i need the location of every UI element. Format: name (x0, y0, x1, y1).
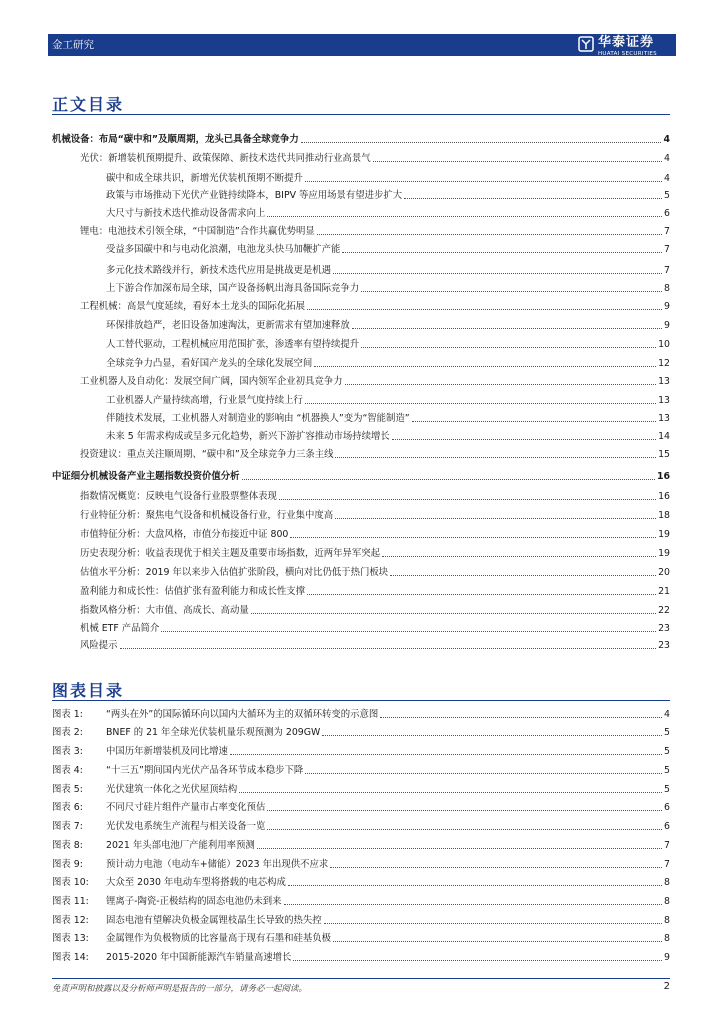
toc-entry-page: 7 (664, 244, 670, 255)
figure-entry[interactable] (52, 930, 670, 945)
toc-entry-page: 23 (658, 640, 670, 651)
toc-entry-title: 投资建议：重点关注顺周期、“碳中和”及全球竞争力三条主线 (80, 449, 334, 460)
toc-entry-page: 9 (664, 320, 670, 331)
figure-entry-label: 图表 13: (52, 933, 89, 944)
toc-entry-page: 22 (658, 605, 670, 616)
figure-leader-dots (330, 867, 662, 868)
figure-entry-page: 7 (664, 840, 670, 851)
toc-entry[interactable] (52, 468, 670, 483)
toc-entry-title: 盈利能力和成长性：估值扩张有盈利能力和成长性支撑 (80, 586, 306, 597)
logo-text-cn: 华泰证券 (598, 35, 655, 50)
toc-leader-dots (251, 613, 656, 614)
toc-leader-dots (390, 575, 656, 576)
toc-entry[interactable] (80, 637, 670, 652)
toc-entry-page: 4 (663, 134, 670, 145)
toc-entry[interactable] (80, 583, 670, 598)
figure-entry-title: BNEF 的 21 年全球光伏装机量乐观预测为 209GW (106, 727, 321, 738)
figure-entry-title: 2015-2020 年中国新能源汽车销量高速增长 (106, 952, 292, 963)
toc-entry-title: 上下游合作加深布局全球，国产设备扬帆出海具备国际竞争力 (106, 283, 360, 294)
huatai-logo-icon (578, 36, 594, 52)
toc-entry-page: 16 (656, 471, 670, 482)
toc-entry[interactable] (106, 262, 670, 277)
toc-entry[interactable] (106, 392, 670, 407)
toc-entry-page: 8 (664, 283, 670, 294)
toc-entry[interactable] (106, 170, 670, 185)
toc-entry-title: 碳中和成全球共识，新增光伏装机预期不断提升 (106, 173, 303, 184)
toc-entry-title: 光伏：新增装机预期提升、政策保障、新技术迭代共同推动行业高景气 (80, 153, 371, 164)
toc-entry-title: 大尺寸与新技术迭代推动设备需求向上 (106, 208, 266, 219)
toc-entry-title: 多元化技术路线并行，新技术迭代应用是挑战更是机遇 (106, 265, 332, 276)
toc-leader-dots (120, 648, 657, 649)
toc-leader-dots (361, 291, 662, 292)
figure-entry-page: 8 (664, 933, 670, 944)
toc-entry[interactable] (80, 526, 670, 541)
toc-leader-dots (352, 328, 662, 329)
toc-entry[interactable] (80, 150, 670, 165)
page-number: 2 (663, 981, 670, 992)
toc-entry-page: 4 (664, 153, 670, 164)
toc-entry-title: 全球竞争力凸显，看好国产龙头的全球化发展空间 (106, 358, 313, 369)
toc-entry-title: 机械设备：布局“碳中和”及顺周期，龙头已具备全球竞争力 (52, 134, 299, 145)
header-label: 金工研究 (52, 39, 94, 51)
figure-entry-title: 固态电池有望解决负极金属锂枝晶生长导致的热失控 (106, 915, 322, 926)
toc-entry-title: 历史表现分析：收益表现优于相关主题及重要市场指数，近两年异军突起 (80, 548, 381, 559)
toc-entry[interactable] (80, 564, 670, 579)
toc-leader-dots (412, 421, 656, 422)
toc-entry-page: 16 (658, 491, 670, 502)
toc-entry[interactable] (106, 355, 670, 370)
toc-entry-page: 5 (664, 190, 670, 201)
figure-leader-dots (230, 754, 662, 755)
figure-entry[interactable] (52, 874, 670, 889)
figure-entry-page: 5 (664, 784, 670, 795)
toc-entry-page: 7 (664, 226, 670, 237)
figure-leader-dots (305, 773, 662, 774)
toc-entry-page: 21 (658, 586, 670, 597)
toc-leader-dots (361, 347, 656, 348)
footer-disclaimer: 免责声明和披露以及分析师声明是报告的一部分，请务必一起阅读。 (52, 984, 308, 994)
figure-entry-page: 5 (664, 746, 670, 757)
figures-title-rule (52, 700, 670, 701)
figure-entry-page: 8 (664, 915, 670, 926)
toc-leader-dots (373, 161, 662, 162)
toc-leader-dots (242, 479, 655, 480)
toc-entry[interactable] (106, 317, 670, 332)
toc-leader-dots (333, 273, 662, 274)
toc-leader-dots (314, 366, 656, 367)
figure-entry[interactable] (52, 949, 670, 964)
toc-entry[interactable] (106, 187, 670, 202)
toc-entry-page: 13 (658, 395, 670, 406)
toc-entry[interactable] (106, 205, 670, 220)
toc-entry-title: 未来 5 年需求构成或呈多元化趋势，新兴下游扩容推动市场持续增长 (106, 431, 390, 442)
page-header (0, 0, 724, 62)
toc-entry-title: 工业机器人及自动化：发展空间广阔，国内领军企业初具竞争力 (80, 376, 343, 387)
toc-leader-dots (335, 457, 656, 458)
figure-entry-page: 8 (664, 896, 670, 907)
toc-entry-title: 中证细分机械设备产业主题指数投资价值分析 (52, 471, 240, 482)
toc-entry[interactable] (106, 410, 670, 425)
toc-entry-page: 10 (658, 339, 670, 350)
toc-entry-page: 14 (658, 431, 670, 442)
figure-entry[interactable] (52, 799, 670, 814)
figure-leader-dots (267, 810, 662, 811)
figure-entry-label: 图表 2: (52, 727, 83, 738)
toc-leader-dots (267, 216, 662, 217)
figure-entry[interactable] (52, 781, 670, 796)
toc-entry-title: 风险提示 (80, 640, 118, 651)
toc-entry-title: 市值特征分析：大盘风格，市值分布接近中证 800 (80, 529, 289, 540)
toc-entry-page: 9 (664, 301, 670, 312)
toc-entry-page: 15 (658, 449, 670, 460)
toc-entry-page: 18 (658, 510, 670, 521)
figure-entry-title: 中国历年新增装机及同比增速 (106, 746, 228, 757)
figure-entry-title: 光伏发电系统生产流程与相关设备一览 (106, 821, 266, 832)
toc-entry-page: 20 (658, 567, 670, 578)
footer-rule (52, 978, 670, 979)
figure-leader-dots (257, 848, 662, 849)
toc-entry[interactable] (80, 602, 670, 617)
toc-entry-page: 19 (658, 529, 670, 540)
figure-leader-dots (267, 829, 662, 830)
toc-entry[interactable] (52, 131, 670, 146)
figure-entry-label: 图表 8: (52, 840, 83, 851)
figure-entry[interactable] (52, 912, 670, 927)
toc-entry[interactable] (80, 298, 670, 313)
figure-entry-label: 图表 12: (52, 915, 89, 926)
toc-leader-dots (345, 384, 657, 385)
figure-entry-label: 图表 5: (52, 784, 83, 795)
figure-entry-page: 6 (664, 821, 670, 832)
figure-entry[interactable] (52, 724, 670, 739)
figure-entry-title: 金属锂作为负极物质的比容量高于现有石墨和硅基负极 (106, 933, 332, 944)
figure-leader-dots (324, 923, 662, 924)
figure-entry-label: 图表 6: (52, 802, 83, 813)
figure-leader-dots (322, 735, 662, 736)
toc-entry[interactable] (106, 280, 670, 295)
figure-entry-title: 锂离子-陶瓷-正极结构的固态电池仍未到来 (106, 896, 282, 907)
figure-entry-title: 大众至 2030 年电动车型将搭载的电芯构成 (106, 877, 286, 888)
figure-entry[interactable] (52, 743, 670, 758)
figure-entry-label: 图表 3: (52, 746, 83, 757)
figure-entry[interactable] (52, 762, 670, 777)
toc-leader-dots (305, 181, 662, 182)
figure-entry-page: 5 (664, 727, 670, 738)
figure-entry-label: 图表 1: (52, 709, 83, 720)
figure-entry-title: “两头在外”的国际循环向以国内大循环为主的双循环转变的示意图 (106, 709, 379, 720)
figure-leader-dots (333, 941, 662, 942)
toc-leader-dots (307, 309, 662, 310)
huatai-logo (576, 34, 676, 60)
figure-entry-title: 预计动力电池（电动车+储能）2023 年出现供不应求 (106, 859, 329, 870)
toc-leader-dots (392, 439, 656, 440)
toc-entry-title: 政策与市场推动下光伏产业链持续降本，BIPV 等应用场景有望进步扩大 (106, 190, 403, 201)
figure-entry[interactable] (52, 856, 670, 871)
toc-entry[interactable] (106, 336, 670, 351)
figure-entry-page: 8 (664, 877, 670, 888)
toc-entry[interactable] (80, 620, 670, 635)
toc-entry[interactable] (80, 507, 670, 522)
toc-entry[interactable] (106, 241, 670, 256)
toc-entry-page: 12 (658, 358, 670, 369)
toc-leader-dots (382, 556, 656, 557)
figure-entry[interactable] (52, 818, 670, 833)
toc-entry-title: 工业机器人产量持续高增，行业景气度持续上行 (106, 395, 303, 406)
toc-entry-title: 人工替代驱动，工程机械应用范围扩张，渗透率有望持续提升 (106, 339, 360, 350)
toc-entry[interactable] (106, 428, 670, 443)
figure-entry-title: 不同尺寸硅片组件产量市占率变化预估 (106, 802, 266, 813)
toc-leader-dots (279, 499, 656, 500)
figure-entry[interactable] (52, 837, 670, 852)
figure-entry-label: 图表 4: (52, 765, 83, 776)
toc-entry[interactable] (80, 373, 670, 388)
toc-leader-dots (305, 403, 656, 404)
toc-entry[interactable] (80, 223, 670, 238)
figure-entry-page: 6 (664, 802, 670, 813)
toc-entry-title: 行业特征分析：聚焦电气设备和机械设备行业，行业集中度高 (80, 510, 334, 521)
toc-entry-page: 4 (664, 173, 670, 184)
figures-title: 图表目录 (52, 681, 125, 700)
toc-leader-dots (307, 594, 656, 595)
figure-entry-title: “十三五”期间国内光伏产品各环节成本稳步下降 (106, 765, 304, 776)
toc-leader-dots (335, 518, 656, 519)
figure-entry[interactable] (52, 893, 670, 908)
figure-entry-label: 图表 11: (52, 896, 89, 907)
figure-leader-dots (293, 960, 662, 961)
toc-entry-title: 估值水平分析：2019 年以来步入估值扩张阶段，横向对比仍低于热门板块 (80, 567, 389, 578)
toc-title-rule (52, 114, 670, 115)
toc-leader-dots (404, 198, 662, 199)
toc-entry[interactable] (80, 446, 670, 461)
figure-leader-dots (239, 792, 662, 793)
figure-entry-page: 7 (664, 859, 670, 870)
toc-leader-dots (301, 142, 662, 143)
toc-entry-title: 伴随技术发展，工业机器人对制造业的影响由 “机器换人”变为“智能制造” (106, 413, 410, 424)
toc-leader-dots (161, 631, 656, 632)
toc-entry-page: 7 (664, 265, 670, 276)
figure-entry-label: 图表 10: (52, 877, 89, 888)
figure-entry-page: 9 (664, 952, 670, 963)
figure-entry-page: 4 (664, 709, 670, 720)
toc-entry-title: 环保排放趋严，老旧设备加速淘汰，更新需求有望加速释放 (106, 320, 350, 331)
toc-entry-title: 工程机械：高景气度延续，看好本土龙头的国际化拓展 (80, 301, 306, 312)
figure-entry-label: 图表 14: (52, 952, 89, 963)
toc-entry[interactable] (80, 545, 670, 560)
figure-leader-dots (288, 885, 662, 886)
figure-entry-title: 2021 年头部电池厂产能利用率预测 (106, 840, 255, 851)
figure-entry-label: 图表 9: (52, 859, 83, 870)
figure-entry[interactable] (52, 706, 670, 721)
toc-entry-page: 23 (658, 623, 670, 634)
figure-entry-title: 光伏建筑一体化之光伏屋顶结构 (106, 784, 238, 795)
toc-entry-page: 13 (658, 413, 670, 424)
figure-entry-label: 图表 7: (52, 821, 83, 832)
toc-title: 正文目录 (52, 95, 125, 114)
figure-leader-dots (284, 904, 663, 905)
toc-entry-title: 受益多国碳中和与电动化浪潮，电池龙头快马加鞭扩产能 (106, 244, 341, 255)
logo-text-en: HUATAI SECURITIES (598, 51, 657, 57)
figure-leader-dots (380, 717, 662, 718)
toc-entry-title: 机械 ETF 产品简介 (80, 623, 160, 634)
toc-leader-dots (342, 252, 662, 253)
toc-leader-dots (317, 234, 662, 235)
toc-entry-page: 6 (664, 208, 670, 219)
figure-entry-page: 5 (664, 765, 670, 776)
toc-entry-title: 指数风格分析：大市值、高成长、高动量 (80, 605, 249, 616)
toc-entry-title: 锂电：电池技术引领全球，“中国制造”合作共赢优势明显 (80, 226, 315, 237)
toc-entry-page: 13 (658, 376, 670, 387)
toc-entry-page: 19 (658, 548, 670, 559)
toc-leader-dots (290, 537, 656, 538)
toc-entry-title: 指数情况概览：反映电气设备行业股票整体表现 (80, 491, 277, 502)
toc-entry[interactable] (80, 488, 670, 503)
